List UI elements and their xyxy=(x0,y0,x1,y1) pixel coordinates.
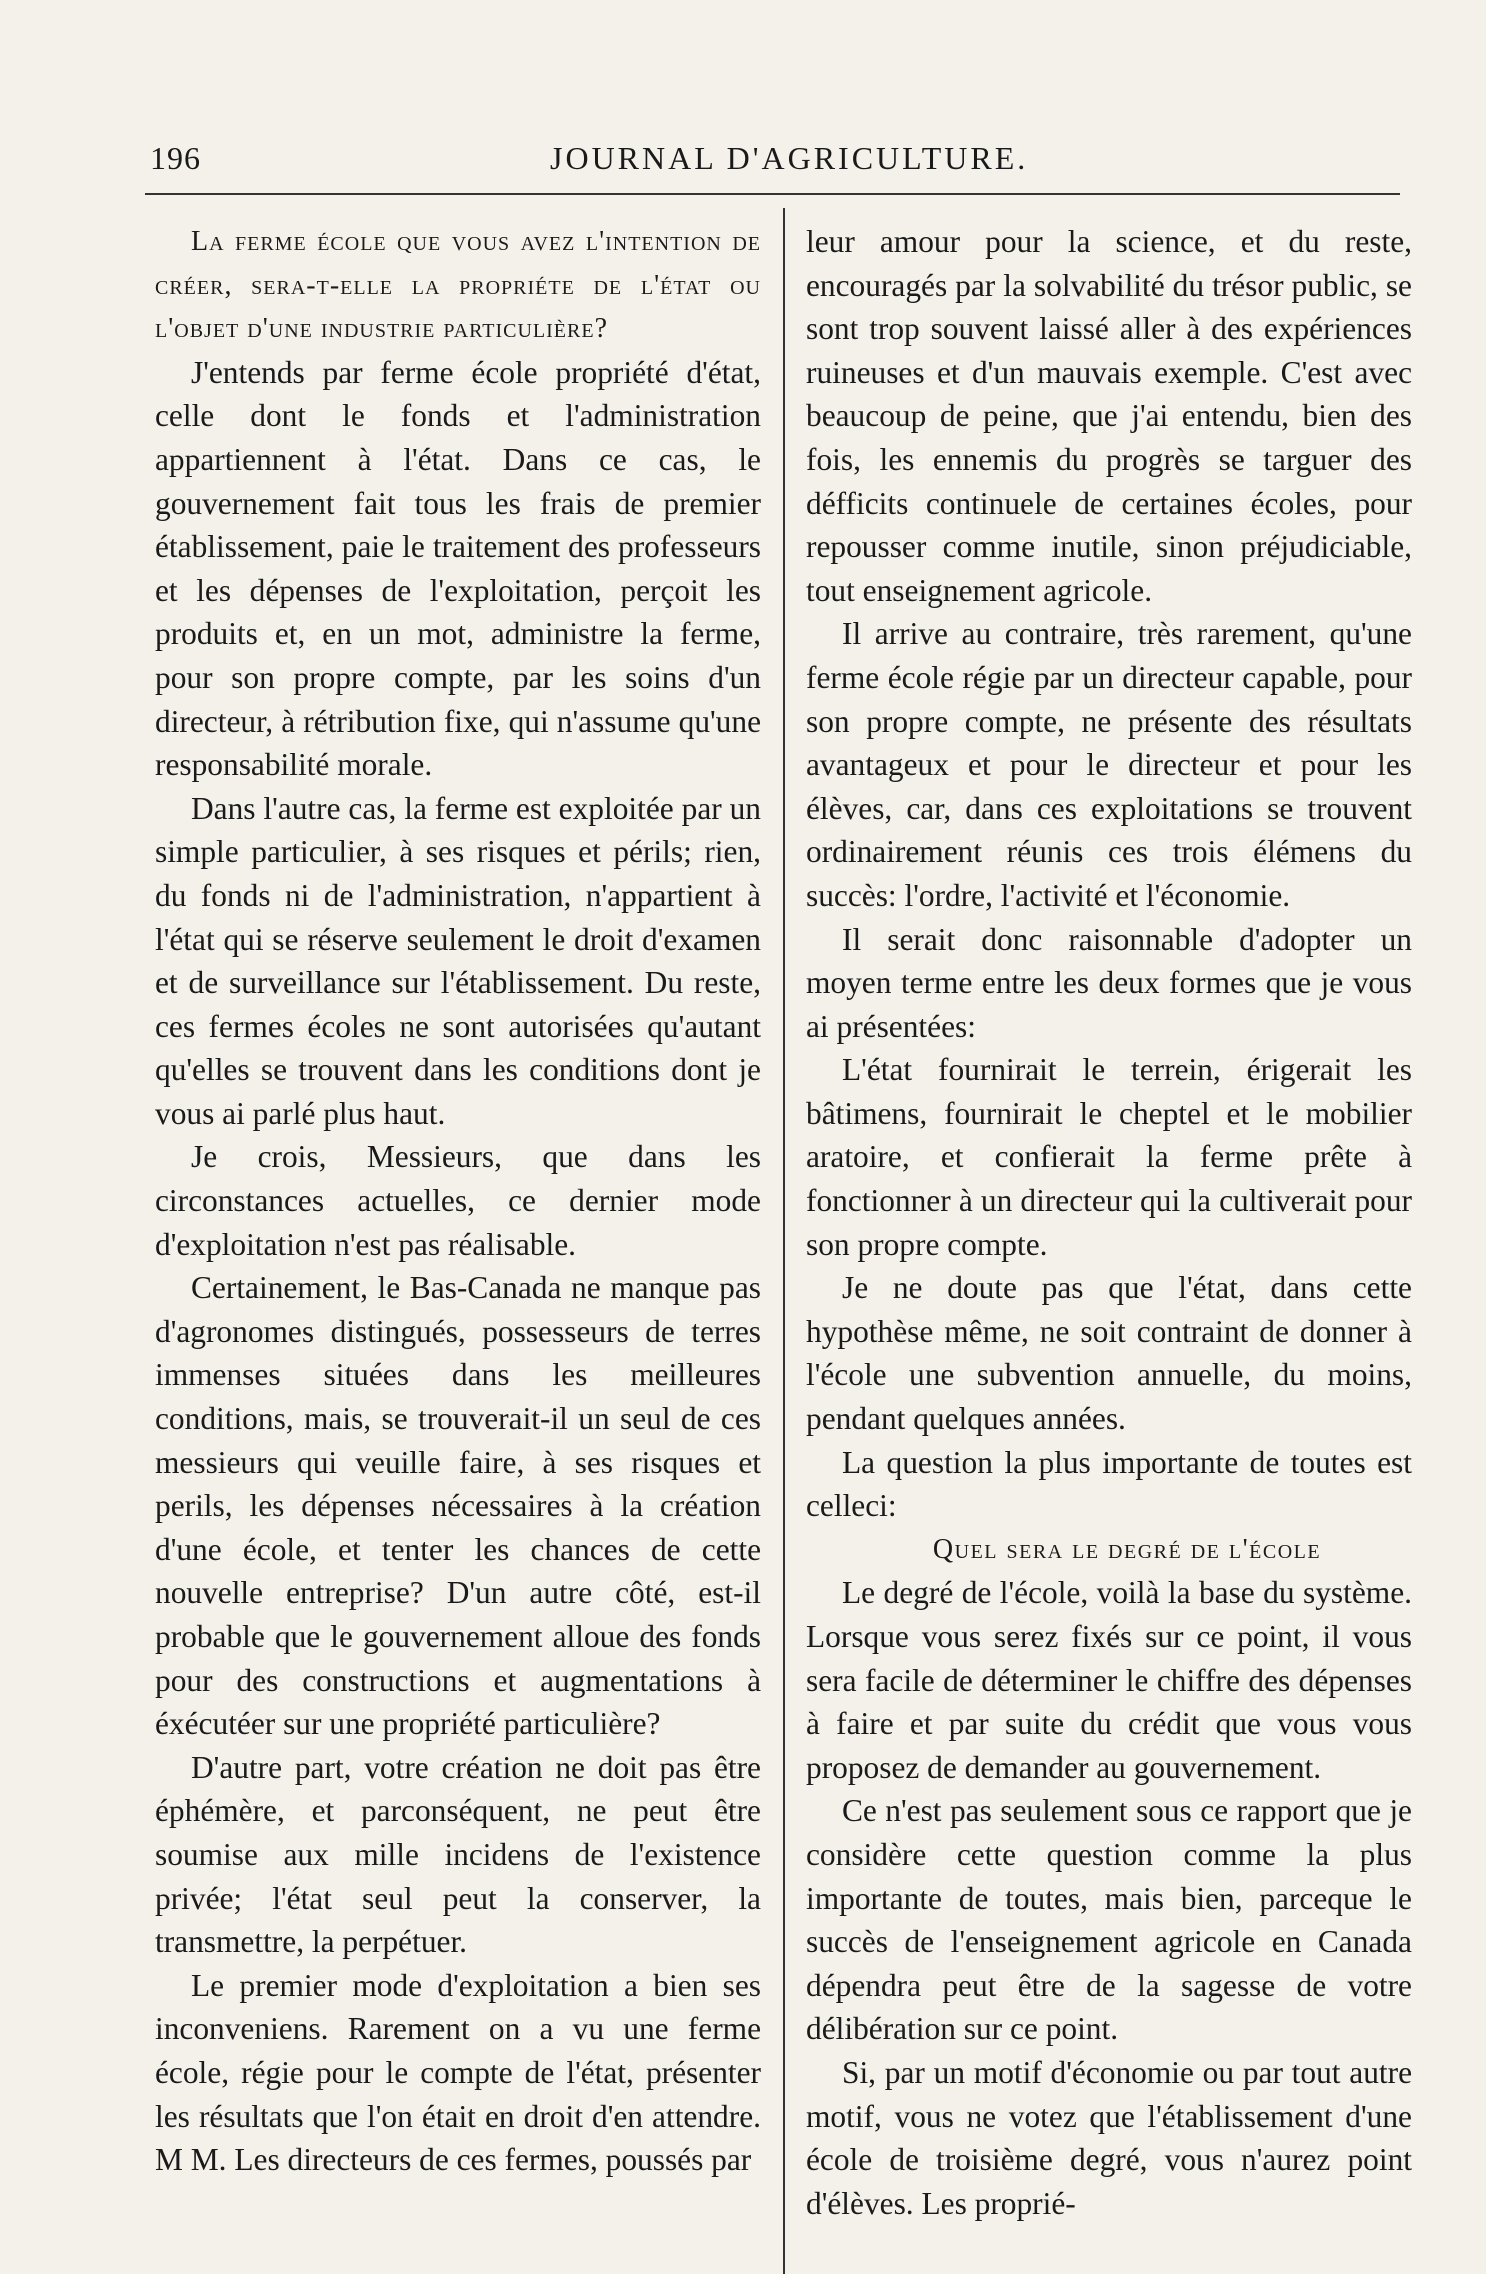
paragraph: Il serait donc raisonnable d'adopter un moyen terme entre les deux formes que je vous ai présentées: xyxy=(806,921,1412,1044)
paragraph: La question la plus importante de toutes est celleci: xyxy=(806,1444,1412,1524)
paragraph: Certainement, le Bas-Canada ne manque pas d'agronomes distingués, possesseurs de terres immenses situées dans les meilleures conditions, mais, se trouverait-il un seul de ces messieurs qui veuille faire, à ses risques et perils, les dépenses nécessaires à la création d'une école, et tenter les chances de cette nouvelle entreprise? D'un autre côté, est-il probable que le gouvernement alloue des fonds pour des constructions et augmentations à éxécutéer sur une propriété particulière? xyxy=(155,1270,761,1742)
section-subheading: Quel sera le degré de l'école xyxy=(932,1533,1322,1565)
paragraph: Ce n'est pas seulement sous ce rapport que je considère cette question comme la plus importante de toutes, mais bien, parceque le succès de l'enseignement agricole en Canada dépendra peut être de la sagesse de votre délibération sur ce point. xyxy=(806,1793,1412,2047)
question-heading: La ferme école que vous avez l'intention de créer, sera-t-elle la propriéte de l'état ou l'objet d'une industrie particulière? xyxy=(155,226,761,345)
paragraph: Dans l'autre cas, la ferme est exploitée par un simple particulier, à ses risques et périls; rien, du fonds ni de l'administration, n'appartient à l'état qui se réserve seulement le droit d'examen et de surveillance sur l'établissement. Du reste, ces fermes écoles ne sont autorisées qu'autant qu'elles se trouvent dans les conditions dont je vous ai parlé plus haut. xyxy=(155,790,761,1131)
header-rule xyxy=(145,193,1400,195)
right-column xyxy=(806,220,1412,2225)
paragraph: Je crois, Messieurs, que dans les circonstances actuelles, ce dernier mode d'exploitation n'est pas réalisable. xyxy=(155,1139,761,1262)
paragraph: Il arrive au contraire, très rarement, qu'une ferme école régie par un directeur capable, pour son propre compte, ne présente des résultats avantageux et pour le directeur et pour les élèves, car, dans ces exploitations se trouvent ordinairement réunis ces trois élémens du succès: l'ordre, l'activité et l'économie. xyxy=(806,616,1412,913)
running-title: JOURNAL D'AGRICULTURE. xyxy=(550,140,1029,176)
paragraph: Je ne doute pas que l'état, dans cette hypothèse même, ne soit contraint de donner à l'école une subvention annuelle, du moins, pendant quelques années. xyxy=(806,1270,1412,1437)
paragraph: Le premier mode d'exploitation a bien ses inconveniens. Rarement on a vu une ferme école, régie pour le compte de l'état, présenter les résultats que l'on était en droit d'en attendre. M M. Les directeurs de ces fermes, poussés par xyxy=(155,1967,761,2178)
column-divider xyxy=(783,208,785,2274)
paragraph: J'entends par ferme école propriété d'état, celle dont le fonds et l'administration appartiennent à l'état. Dans ce cas, le gouvernement fait tous les frais de premier établissement, paie le traitement des professeurs et les dépenses de l'exploitation, perçoit les produits et, en un mot, administre la ferme, pour son propre compte, par les soins d'un directeur, à rétribution fixe, qui n'assume qu'une responsabilité morale. xyxy=(155,354,761,783)
paragraph: leur amour pour la science, et du reste, encouragés par la solvabilité du trésor public, se sont trop souvent laissé aller à des expériences ruineuses et d'un mauvais exemple. C'est avec beaucoup de peine, que j'ai entendu, bien des fois, les ennemis du progrès se targuer des défficits continuele de certaines écoles, pour repousser comme inutile, sinon préjudiciable, tout enseignement agricole. xyxy=(806,224,1412,608)
paragraph: D'autre part, votre création ne doit pas être éphémère, et parconséquent, ne peut être soumise aux mille incidens de l'existence privée; l'état seul peut la conserver, la transmettre, la perpétuer. xyxy=(155,1749,761,1960)
paragraph: Le degré de l'école, voilà la base du système. Lorsque vous serez fixés sur ce point, il vous sera facile de déterminer le chiffre des dépenses à faire et par suite du crédit que vous vous proposez de demander au gouvernement. xyxy=(806,1575,1412,1785)
left-column xyxy=(155,220,761,2182)
page-number: 196 xyxy=(150,140,201,176)
paragraph: L'état fournirait le terrein, érigerait les bâtimens, fournirait le cheptel et le mobilier aratoire, et confierait la ferme prête à fonctionner à un directeur qui la cultiverait pour son propre compte. xyxy=(806,1052,1412,1262)
page-header xyxy=(150,140,1400,190)
paragraph: Si, par un motif d'économie ou par tout autre motif, vous ne votez que l'établissement d'une école de troisième degré, vous n'aurez point d'élèves. Les proprié- xyxy=(806,2054,1412,2221)
